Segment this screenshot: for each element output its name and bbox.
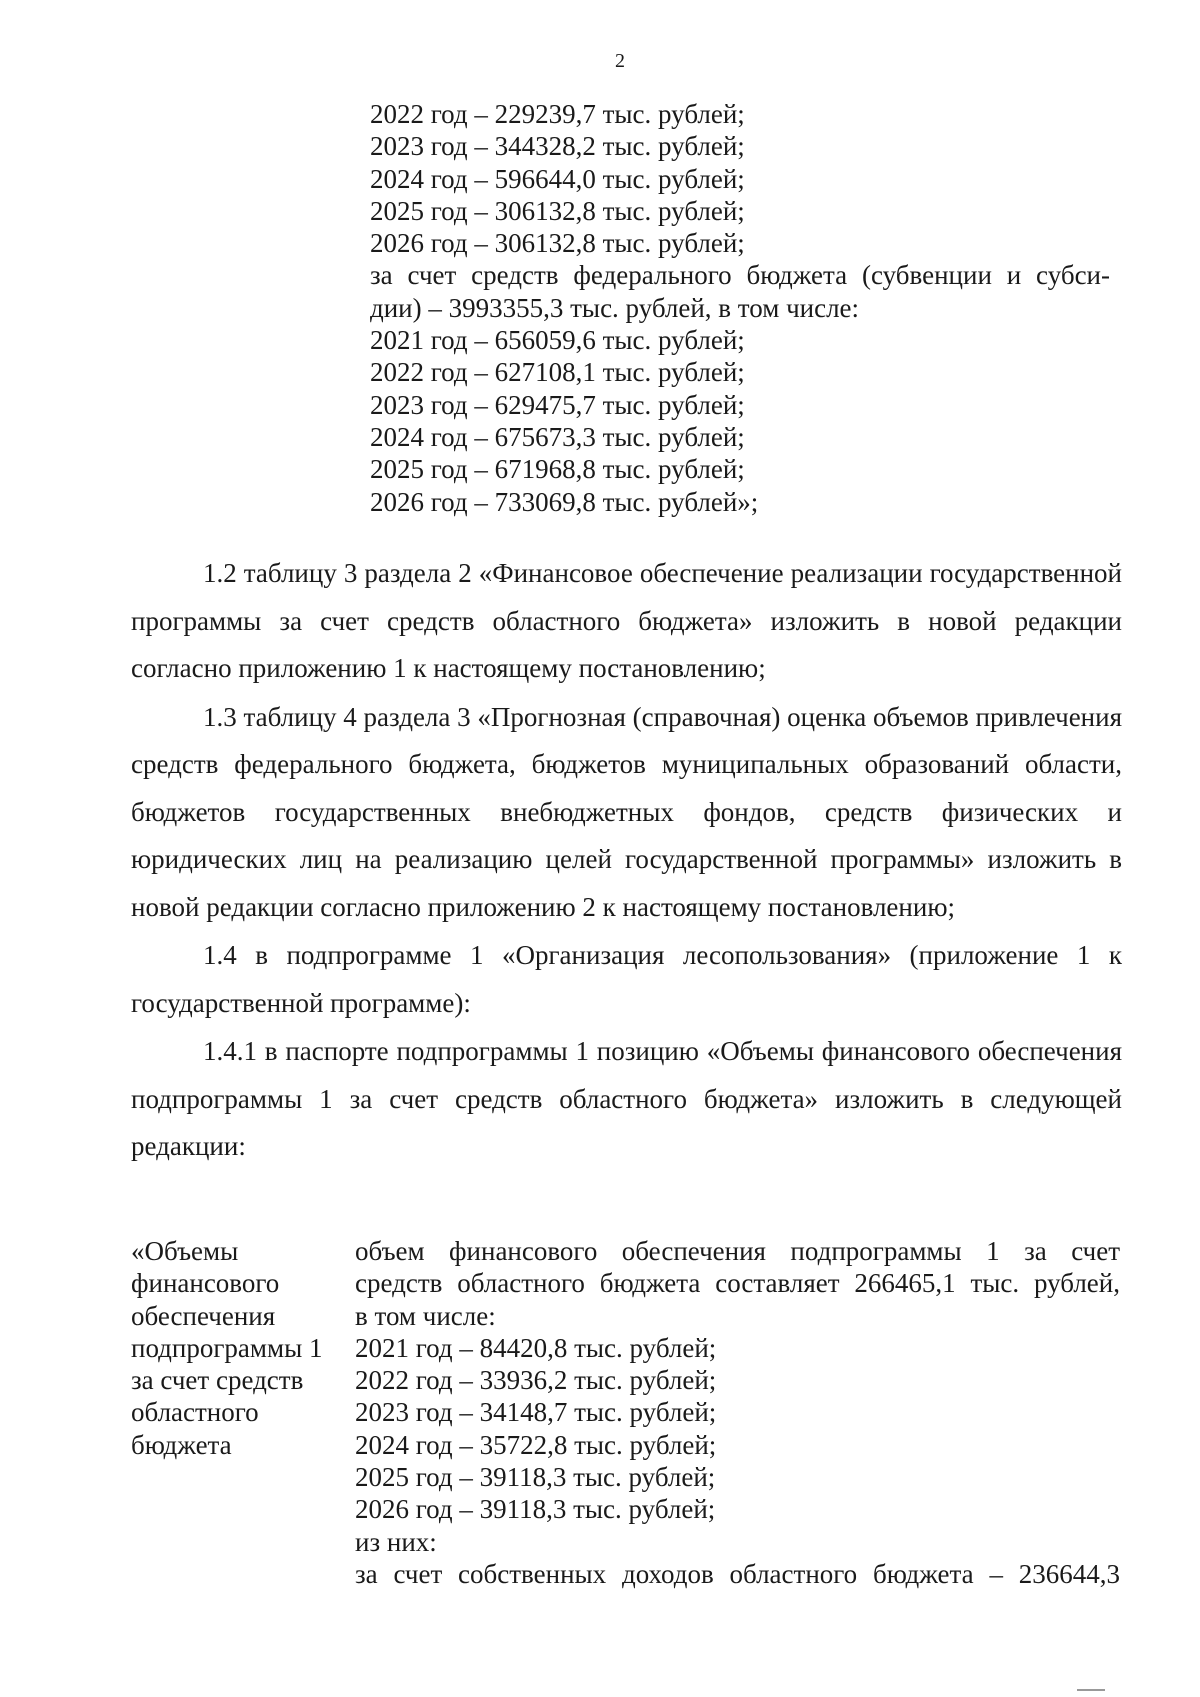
value-line: 2021 год – 84420,8 тыс. рублей;: [355, 1332, 717, 1363]
value-line: за счет собственных доходов областного бюджета – 236644,3: [355, 1558, 1120, 1589]
list-item: 2025 год – 671968,8 тыс. рублей;: [370, 454, 745, 485]
value-line: 2023 год – 34148,7 тыс. рублей;: [355, 1397, 717, 1428]
label-line: за счет средств: [131, 1365, 304, 1396]
passport-label-cell: [131, 1235, 336, 1461]
paragraph-1-4: 1.4 в подпрограмме 1 «Организация лесопользования» (приложение 1 к государственной программе):: [131, 940, 1122, 1018]
paragraph-1-2: 1.2 таблицу 3 раздела 2 «Финансовое обеспечение реализации государственной программы за счет средств областного бюджета» изложить в новой редакции согласно приложению 1 к настоящему постановлению;: [131, 558, 1122, 683]
list-item: 2026 год – 733069,8 тыс. рублей»;: [370, 486, 759, 517]
value-line: в том числе:: [355, 1300, 496, 1331]
list-item: 2021 год – 656059,6 тыс. рублей;: [370, 325, 745, 356]
list-item: дии) – 3993355,3 тыс. рублей, в том числе:: [370, 292, 860, 323]
list-item: 2023 год – 629475,7 тыс. рублей;: [370, 389, 745, 420]
list-item: 2024 год – 596644,0 тыс. рублей;: [370, 163, 745, 194]
value-line: 2026 год – 39118,3 тыс. рублей;: [355, 1494, 716, 1525]
body-text: [131, 550, 1122, 1171]
list-item: 2024 год – 675673,3 тыс. рублей;: [370, 421, 745, 452]
label-line: финансового: [131, 1268, 280, 1299]
value-line: средств областного бюджета составляет 266465,1 тыс. рублей,: [355, 1268, 1120, 1299]
label-line: подпрограммы 1: [131, 1332, 323, 1363]
value-line: объем финансового обеспечения подпрограммы 1 за счет: [355, 1236, 1120, 1266]
list-item: 2022 год – 229239,7 тыс. рублей;: [370, 99, 745, 129]
value-line: из них:: [355, 1526, 437, 1557]
continued-funding-list: [370, 98, 1130, 518]
label-line: бюджета: [131, 1429, 232, 1460]
list-item: 2025 год – 306132,8 тыс. рублей;: [370, 195, 745, 226]
value-line: 2024 год – 35722,8 тыс. рублей;: [355, 1429, 717, 1460]
scan-edge-mark: [1077, 1689, 1105, 1697]
label-line: обеспечения: [131, 1300, 276, 1331]
list-item: за счет средств федерального бюджета (субвенции и субси-: [370, 260, 1110, 291]
passport-value-cell: [355, 1235, 1120, 1590]
label-line: областного: [131, 1397, 259, 1428]
page-number: 2: [615, 50, 625, 72]
paragraph-1-3: 1.3 таблицу 4 раздела 3 «Прогнозная (справочная) оценка объемов привлечения средств федерального бюджета, бюджетов муниципальных образований области, бюджетов государственных внебюджетных фондов, средств физических и юридических лиц на реализацию целей государственной программы» изложить в новой редакции согласно приложению 2 к настоящему постановлению;: [131, 701, 1123, 922]
label-line: «Объемы: [131, 1236, 239, 1266]
paragraph-1-4-1: 1.4.1 в паспорте подпрограммы 1 позицию «Объемы финансового обеспечения подпрограммы 1 за счет средств областного бюджета» изложить в следующей редакции:: [131, 1036, 1122, 1161]
value-line: 2025 год – 39118,3 тыс. рублей;: [355, 1462, 716, 1493]
list-item: 2023 год – 344328,2 тыс. рублей;: [370, 131, 745, 162]
list-item: 2022 год – 627108,1 тыс. рублей;: [370, 357, 745, 388]
value-line: 2022 год – 33936,2 тыс. рублей;: [355, 1365, 717, 1396]
list-item: 2026 год – 306132,8 тыс. рублей;: [370, 228, 745, 259]
